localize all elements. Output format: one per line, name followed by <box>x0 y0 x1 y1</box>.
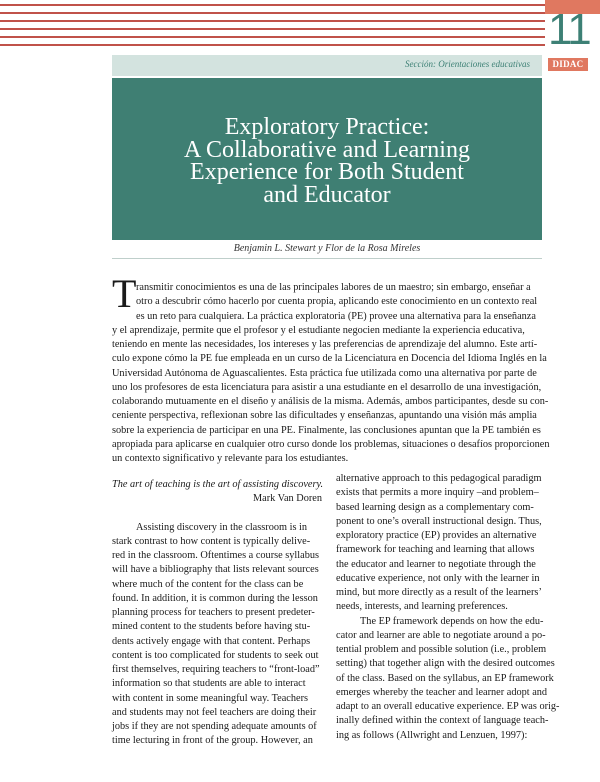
body-line: content is too complicated for students to seek out <box>112 649 319 661</box>
abstract-line: ransmitir conocimientos es una de las principales labores de un maestro; sin embargo, enseñar a <box>136 282 531 293</box>
abstract-line: culo expone cómo la PE fue empleada en un curso de la Licenciatura en Docencia del Idioma Inglés en la <box>112 353 547 365</box>
body-line: exists that permits a more inquiry –and problem– <box>336 487 539 499</box>
body-line: needs, interests, and learning preferences. <box>336 601 508 613</box>
body-line: educative experience, not only with the learner in <box>336 572 540 584</box>
body-line: stark contrast to how content is typically delive- <box>112 535 311 547</box>
body-line: exploratory practice (EP) provides an alternative <box>336 530 537 541</box>
journal-logo: DIDAC <box>548 58 588 71</box>
body-line: dents actively engage with that content. Perhaps <box>112 635 311 647</box>
body-line: time lecturing in front of the group. However, an <box>112 735 313 747</box>
body-line: setting) that together align with the desired outcomes <box>336 658 555 670</box>
abstract-line: ceniente perspectiva, reflexionan sobre las dificultades y enseñanzas, apuntando una visión más amplia <box>112 410 537 422</box>
abstract-line: es un reto para cualquiera. La práctica exploratoria (PE) provee una alternativa para la enseñanza <box>136 310 536 322</box>
body-column-right <box>336 472 560 743</box>
body-line: jobs if they are not spending adequate amounts of <box>112 721 317 732</box>
abstract-line: un contexto significativo y relevante para los estudiantes. <box>112 453 349 464</box>
body-line: framework for teaching and learning that allows <box>336 544 535 556</box>
title-line: Experience for Both Student <box>190 159 464 185</box>
epigraph-quote: The art of teaching is the art of assisting discovery. <box>112 479 324 490</box>
body-line: emerges whereby the teacher and learner adopt and <box>336 686 548 698</box>
title-line: Exploratory Practice: <box>224 114 430 140</box>
body-line: adapt to an overall educative experience. EP was orig- <box>336 701 560 712</box>
body-line: tential problem and possible solution (i.e., problem <box>336 644 547 655</box>
body-line: ponent to one’s overall instructional design. Thus, <box>336 515 542 527</box>
body-line: information so that students are able to interact <box>112 678 306 690</box>
body-line: The EP framework depends on how the edu- <box>360 615 544 627</box>
body-line: Assisting discovery in the classroom is in <box>136 521 308 533</box>
body-line: based learning design as a complementary com- <box>336 501 534 513</box>
body-line: found. In addition, it is common during the lesson <box>112 592 318 604</box>
abstract-line: teniendo en mente las necesidades, los intereses y las preferencias de aprendizaje del alumno. Este artí- <box>112 339 538 350</box>
abstract <box>112 281 550 466</box>
body-line: cator and learner are able to negotiate around a po- <box>336 629 546 641</box>
section-label: Sección: Orientaciones educativas <box>405 59 530 69</box>
body-line: red in the classroom. Oftentimes a course syllabus <box>112 550 320 561</box>
authors: Benjamin L. Stewart y Flor de la Rosa Mireles <box>112 243 542 259</box>
body-line: inally defined within the context of language teach- <box>336 715 549 727</box>
abstract-line: Universidad Autónoma de Aguascalientes. Esta práctica fue utilizada como una alternativa por parte de <box>112 367 537 379</box>
title-banner <box>112 78 542 240</box>
body-line: the educator and learner to negotiate through the <box>336 558 536 570</box>
abstract-line: sobre la experiencia de participar en una PE. Finalmente, las conclusiones apuntan que la PE también es <box>112 424 541 436</box>
epigraph-author: Mark Van Doren <box>252 493 322 505</box>
abstract-line: apropiada para aplicarse en cualquier otro curso donde los problemas, situaciones o desafíos proporcionen <box>112 438 550 450</box>
body-line: mind, but more directly as a result of the learners’ <box>336 587 542 598</box>
body-column-left <box>112 478 322 749</box>
body-line: mined content to the students before having stu- <box>112 621 311 633</box>
drop-cap: T <box>112 271 137 316</box>
article-title <box>112 116 542 206</box>
abstract-line: colaborando mutuamente en el diseño y análisis de la misma. Además, ambos participantes, desde su con- <box>112 396 549 407</box>
title-line: and Educator <box>263 181 391 208</box>
body-line: ing as follows (Allwright and Lenzuen, 1997): <box>336 729 528 741</box>
section-bar <box>112 55 542 76</box>
body-line: with content in some meaningful way. Teachers <box>112 692 309 704</box>
abstract-line: otro a descubrir cómo hacerlo por cuenta propia, aplicando este conocimiento en un contexto real <box>136 296 538 308</box>
page-number: 11 <box>548 5 590 54</box>
header-stripes <box>0 0 545 52</box>
body-line: planning process for teachers to present predeter- <box>112 607 315 618</box>
abstract-line: uno los profesores de esta licenciatura para asistir a una estudiante en el desarrollo de una investigación, <box>112 381 542 393</box>
body-line: of the class. Based on the syllabus, an EP framework <box>336 672 554 684</box>
body-line: first themselves, requiring teachers to “front-load” <box>112 664 320 675</box>
body-line: and students may not feel teachers are doing their <box>112 706 317 718</box>
title-line: A Collaborative and Learning <box>184 136 470 163</box>
body-line: alternative approach to this pedagogical paradigm <box>336 473 542 484</box>
body-line: will have a bibliography that lists relevant sources <box>112 564 319 576</box>
body-line: where much of the content for the class can be <box>112 578 304 590</box>
abstract-line: y el aprendizaje, permite que el profesor y el estudiante negocien mediante la experiencia educativa, <box>112 324 525 336</box>
